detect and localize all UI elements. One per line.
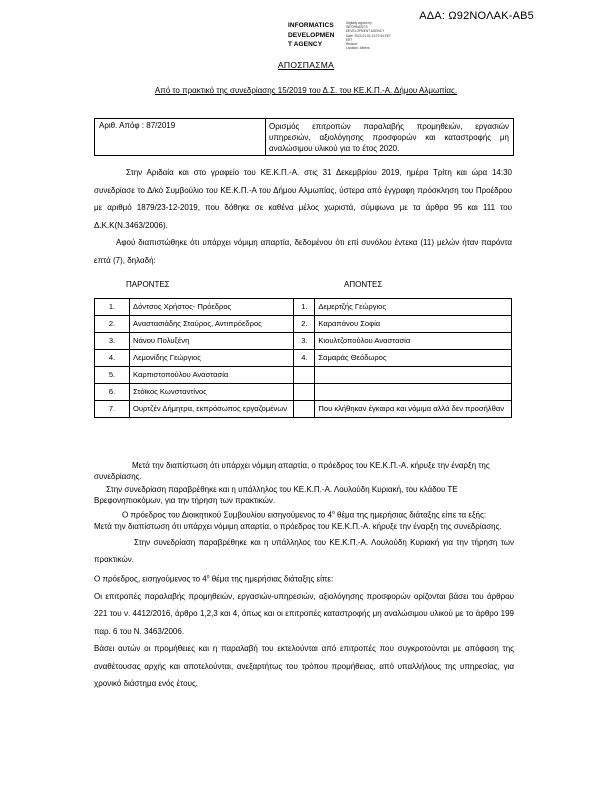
present-header: ΠΑΡΟΝΤΕΣ — [126, 280, 170, 289]
paragraph-opening: Μετά την διαπίστωση ότι υπάρχει νόμιμη απαρτία, ο πρόεδρος του ΚΕ.Κ.Π.-Α. κήρυξε την έναρξη της συνεδρίασης. — [94, 461, 490, 481]
decision-subject: Ορισμός επιτροπών παραλαβής προμηθειών, εργασιών υπηρεσιών, αξιολόγησης προσφορών και καταστροφής μη αναλώσιμου υλικού για το έτος 2020. — [269, 122, 509, 153]
table-row: 3. Νάνου Πολυξένη 3. Κιουλτζοπούλου Αναστασία — [95, 333, 512, 350]
decision-box — [94, 118, 514, 156]
decision-divider — [265, 119, 266, 155]
document-subtitle: Από το πρακτικό της συνεδρίασης 15/2019 του Δ.Σ. του ΚΕ.Κ.Π.-Α. Δήμου Αλμωπίας. — [154, 86, 458, 95]
decision-number: Αριθ. Απόφ : 87/2019 — [99, 121, 176, 130]
table-row: 7. Ουρτζέν Δήμητρα, εκπρόσωπος εργαζομένων Που κλήθηκαν έγκαιρα και νόμιμα αλλά δεν προσήλθαν — [95, 401, 512, 418]
signature-stamp — [288, 21, 438, 51]
table-row: 1. Δόντσος Χρήστος- Πρόεδρος 1. Δεμερτζής Γεώργιος — [95, 299, 512, 316]
logo-text: INFORMATICS DEVELOPMEN T AGENCY — [288, 22, 335, 48]
paragraph-meeting-info: Στην Αριδαία και στο γραφείο του ΚΕ.Κ.Π.-Α. στις 31 Δεκεμβρίου 2019, ημέρα Τρίτη και ώρα 14:30 συνεδρίασε το Δ/κό Συμβούλιο του ΚΕ.Κ.Π.-Α του Δήμου Αλμωπίας, ύστερα από έγγραφη πρόσκληση του Προέδρου με αριθμό 1879/23-12-2019, που δόθηκε σε καθένα μέλος χωριστά, σύμφωνα με τα άρθρα 95 και 111 του Δ.Κ.Κ(Ν.3463/2006). — [94, 168, 512, 230]
table-row: 5. Καρπιστοπούλου Αναστασία — [95, 367, 512, 384]
paragraph-agenda: Ο πρόεδρος, εισηγούμενος το $4^o$ θέμα της ημερήσιας διάταξης είπε: — [94, 573, 334, 584]
ada-code: ΑΔΑ: Ω92ΝΟΛΑΚ-ΑΒ5 — [419, 10, 534, 22]
paragraph-committees-law: Οι επιτροπές παραλαβής προμηθειών, εργασιών-υπηρεσιών, αξιολόγησης προσφορών ορίζονται βάσει του άρθρου 221 του ν. 4412/2016, άρθρο 1,2,3 και 4, όπως και οι επιτροπές καταστροφής μη αναλώσιμου υλικού με το άρθρο 199 παρ. 6 του Ν. 3463/2006. — [94, 591, 514, 636]
paragraph-secretary: Στην συνεδρίαση παραβρέθηκε και η υπάλληλος του ΚΕ.Κ.Π.-Α. Λουλούδη Κυριακή, του κλάδου ΤΕ Βρεφονηπιοκόμων, για την τήρηση των πρακτικών. — [94, 485, 458, 505]
paragraph-secretary-repeat: Στην συνεδρίαση παραβρέθηκε και η υπάλληλος του ΚΕ.Κ.Π.-Α. Λουλούδη Κυριακή για την τήρηση των πρακτικών. — [94, 537, 514, 565]
paragraph-opening-repeat: Μετά την διαπίστωση ότι υπάρχει νόμιμη απαρτία, ο πρόεδρος του ΚΕ.Κ.Π.-Α. κήρυξε την έναρξη της συνεδρίασης. — [94, 521, 502, 531]
paragraph-agenda-intro: Ο πρόεδρος του Διοικητικού Συμβουλίου εισηγούμενος το $4^o$ θέμα της ημερήσιας διάταξης είπε τα εξής: — [122, 510, 487, 520]
proceedings-text — [94, 460, 514, 693]
paragraph-committees-formation: Βάσει αυτών οι προμήθειες και η παραλαβή του εκτελούνται από επιτροπές που συγκροτούνται με απόφαση της αναθέτουσας αρχής και αποτελούνται, ανεξαρτήτως του τρόπου προμήθειας, από υπαλλήλους της υπηρεσίας, για χρονικό διάστημα ενός έτους. — [94, 644, 514, 689]
absent-header: ΑΠΟΝΤΕΣ — [344, 280, 383, 289]
signature-details: Digitally signed by INFORMATICS DEVELOPMENT AGENCY Date: 2020.01.03 13:07:54 EET EET Reason: Location: Athens — [346, 21, 391, 51]
document-title: ΑΠΟΣΠΑΣΜΑ — [277, 60, 335, 70]
paragraph-quorum: Αφού διαπιστώθηκε ότι υπάρχει νόμιμη απαρτία, δεδομένου ότι επί συνόλου έντεκα (11) μελών ήταν παρόντα επτά (7), δηλαδή: — [94, 238, 512, 265]
table-row: 2. Αναστασιάδης Σταύρος, Αντιπρόεδρος 2. Καραπάνου Σοφία — [95, 316, 512, 333]
attendance-table — [94, 298, 512, 418]
table-row: 6. Στόϊκος Κωνσταντίνος — [95, 384, 512, 401]
table-row: 4. Λεμονίδης Γεώργιος 4. Σαμαράς Θεόδωρος — [95, 350, 512, 367]
